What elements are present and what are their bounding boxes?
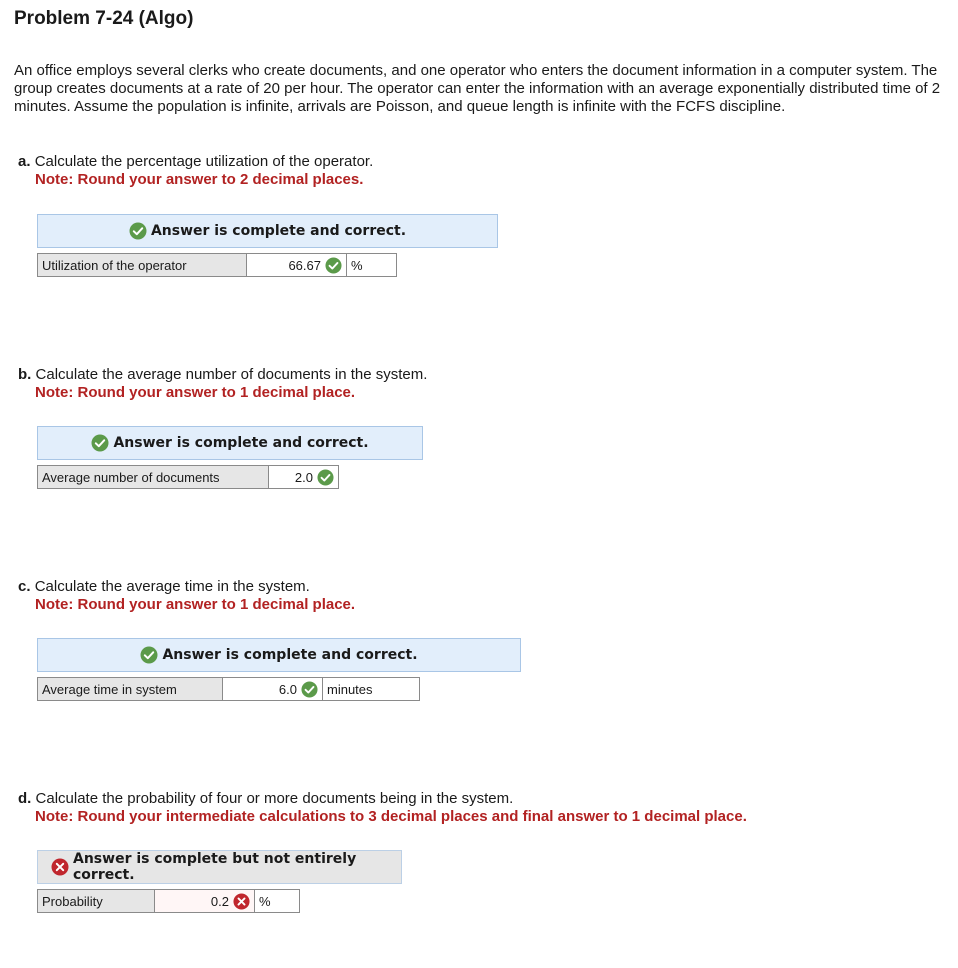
part-d-answer-unit: % bbox=[255, 889, 300, 913]
part-a-answer-row bbox=[37, 253, 397, 277]
part-b-answer-value: 2.0 bbox=[294, 469, 313, 485]
part-a-question bbox=[18, 153, 373, 171]
part-b-letter: b. bbox=[18, 366, 32, 383]
part-d-answer-field[interactable] bbox=[155, 889, 255, 913]
part-d-question-text: Calculate the probability of four or more documents being in the system. bbox=[35, 790, 514, 807]
part-b-note: Note: Round your answer to 1 decimal place. bbox=[35, 384, 356, 401]
part-c-answer-field[interactable] bbox=[223, 677, 323, 701]
x-circle-icon bbox=[233, 893, 250, 910]
part-d-result-banner bbox=[37, 850, 402, 884]
part-a-note: Note: Round your answer to 2 decimal places. bbox=[35, 171, 364, 188]
check-circle-icon bbox=[325, 257, 342, 274]
part-a-question-text: Calculate the percentage utilization of the operator. bbox=[34, 153, 374, 170]
problem-intro: An office employs several clerks who create documents, and one operator who enters the document information in a computer system. The group creates documents at a rate of 20 per hour. The operator can enter the information with an average exponentially distributed time of 2 minutes. Assume the population is infinite, arrivals are Poisson, and queue length is infinite with the FCFS discipline. bbox=[14, 62, 941, 115]
part-d-answer-row bbox=[37, 889, 300, 913]
part-c-answer-row bbox=[37, 677, 420, 701]
part-d-note: Note: Round your intermediate calculations to 3 decimal places and final answer to 1 decimal place. bbox=[35, 808, 747, 825]
part-b-question bbox=[18, 366, 427, 384]
check-circle-icon bbox=[317, 469, 334, 486]
check-circle-icon bbox=[140, 646, 158, 664]
part-d-answer-label: Probability bbox=[37, 889, 155, 913]
part-a-letter: a. bbox=[18, 153, 31, 170]
part-c-banner-text: Answer is complete and correct. bbox=[162, 647, 418, 663]
part-c-question bbox=[18, 578, 310, 596]
part-a-answer-label: Utilization of the operator bbox=[37, 253, 247, 277]
part-c-note: Note: Round your answer to 1 decimal place. bbox=[35, 596, 356, 613]
part-a-answer-value: 66.67 bbox=[288, 257, 321, 273]
check-circle-icon bbox=[129, 222, 147, 240]
part-d-banner-text: Answer is complete but not entirely correct. bbox=[73, 851, 357, 883]
part-c-answer-value: 6.0 bbox=[278, 681, 297, 697]
problem-title: Problem 7-24 (Algo) bbox=[14, 8, 194, 29]
part-a-result-banner bbox=[37, 214, 498, 248]
part-b-answer-row bbox=[37, 465, 339, 489]
part-c-result-banner bbox=[37, 638, 521, 672]
part-b-answer-label: Average number of documents bbox=[37, 465, 269, 489]
part-c-question-text: Calculate the average time in the system. bbox=[34, 578, 310, 595]
part-a-answer-unit: % bbox=[347, 253, 397, 277]
part-d-answer-value: 0.2 bbox=[210, 893, 229, 909]
check-circle-icon bbox=[301, 681, 318, 698]
part-c-answer-unit: minutes bbox=[323, 677, 420, 701]
part-b-answer-field[interactable] bbox=[269, 465, 339, 489]
part-b-banner-text: Answer is complete and correct. bbox=[113, 435, 369, 451]
part-d-letter: d. bbox=[18, 790, 32, 807]
part-a-banner-text: Answer is complete and correct. bbox=[150, 223, 407, 239]
part-b-result-banner bbox=[37, 426, 423, 460]
x-circle-icon bbox=[51, 858, 69, 876]
part-a-answer-field[interactable] bbox=[247, 253, 347, 277]
part-c-answer-label: Average time in system bbox=[37, 677, 223, 701]
part-c-letter: c. bbox=[18, 578, 31, 595]
part-d-question bbox=[18, 790, 513, 808]
part-b-question-text: Calculate the average number of documents in the system. bbox=[35, 366, 428, 383]
check-circle-icon bbox=[91, 434, 109, 452]
